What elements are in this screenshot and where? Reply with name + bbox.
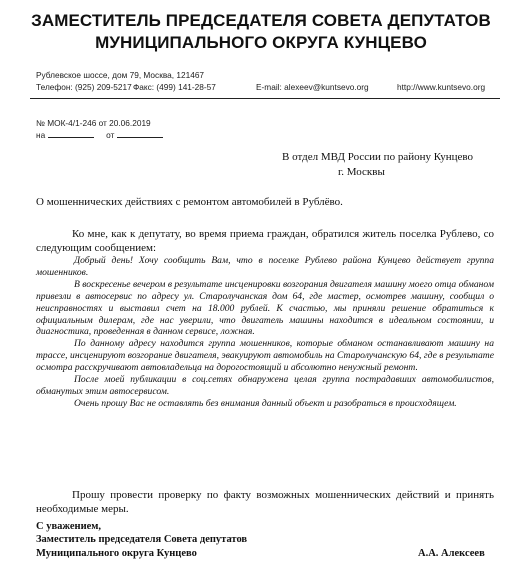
quote-paragraph: Очень прошу Вас не оставлять без внимания данный объект и разобраться в происходящем.	[74, 397, 457, 409]
letterhead-title-line2: МУНИЦИПАЛЬНОГО ОКРУГА КУНЦЕВО	[95, 33, 427, 52]
letterhead-email[interactable]: E-mail: alexeev@kuntsevo.org	[256, 82, 369, 92]
citizen-message-quote	[36, 255, 494, 410]
incoming-na-label: на	[36, 130, 46, 140]
outgoing-number: № МОК-4/1-246 от 20.06.2019	[36, 118, 151, 128]
letter-subject: О мошеннических действиях с ремонтом автомобилей в Рублёво.	[36, 196, 343, 208]
quote-paragraph: По данному адресу находится группа мошенников, которые обманом останавливают машину на трассе, инсценируют возгорание двигателя, эвакуируют автомобиль на Старолучанскую 64, где в результате осмотра расскручивают автовладельца на дорогостоящий и абсолютно ненужный ремонт.	[36, 338, 494, 374]
signature-closing: С уважением,	[36, 521, 102, 532]
letterhead-website[interactable]: http://www.kuntsevo.org	[397, 82, 486, 92]
quote-paragraph: В воскресенье вечером в результате инсценировки возгорания двигателя машину моего отца обманом привезли в автосервис по адресу ул. Старолучанская дом 64, где мастер, осмотрев машину, сообщил о неисправностях и выставил счет на 18.000 рублей. К счастью, мы приняли решение обратиться к официальным дилерам, где нас уверили, что двигатель машины находится в идеальном состоянии, и диагностика, проведенная в данном сервисе, ложная.	[36, 278, 494, 338]
signature-position-line1: Заместитель председателя Совета депутатов	[36, 534, 248, 545]
incoming-reference-line	[36, 129, 163, 140]
letterhead-title-line1: ЗАМЕСТИТЕЛЬ ПРЕДСЕДАТЕЛЯ СОВЕТА ДЕПУТАТОВ	[31, 11, 491, 30]
letterhead-address: Рублевское шоссе, дом 79, Москва, 121467	[36, 70, 205, 80]
letterhead-divider	[30, 98, 500, 99]
incoming-ot-label: от	[106, 130, 115, 140]
signature-position-line2: Муниципального округа Кунцево	[36, 548, 197, 559]
request-paragraph: Прошу провести проверку по факту возможных мошеннических действий и принять необходимые меры.	[36, 489, 494, 515]
quote-paragraph: После моей публикации в соц.сетях обнаружена целая группа пострадавших автомобилистов, обманутых этим автосервисом.	[36, 374, 494, 397]
signature-name: А.А. Алексеев	[418, 548, 485, 559]
addressee-line1: В отдел МВД России по району Кунцево	[282, 151, 474, 163]
quote-paragraph: Добрый день! Хочу сообщить Вам, что в поселке Рублево района Кунцево действует группа мошенников.	[36, 255, 494, 278]
incoming-number-blank	[48, 129, 94, 138]
letterhead-phone: Телефон: (925) 209-5217	[36, 82, 132, 92]
addressee-line2: г. Москвы	[338, 166, 385, 178]
incoming-date-blank	[117, 129, 163, 138]
intro-paragraph: Ко мне, как к депутату, во время приема граждан, обратился житель поселка Рублево, со следующим сообщением:	[36, 228, 494, 254]
letterhead-fax: Факс: (499) 141-28-57	[133, 82, 216, 92]
